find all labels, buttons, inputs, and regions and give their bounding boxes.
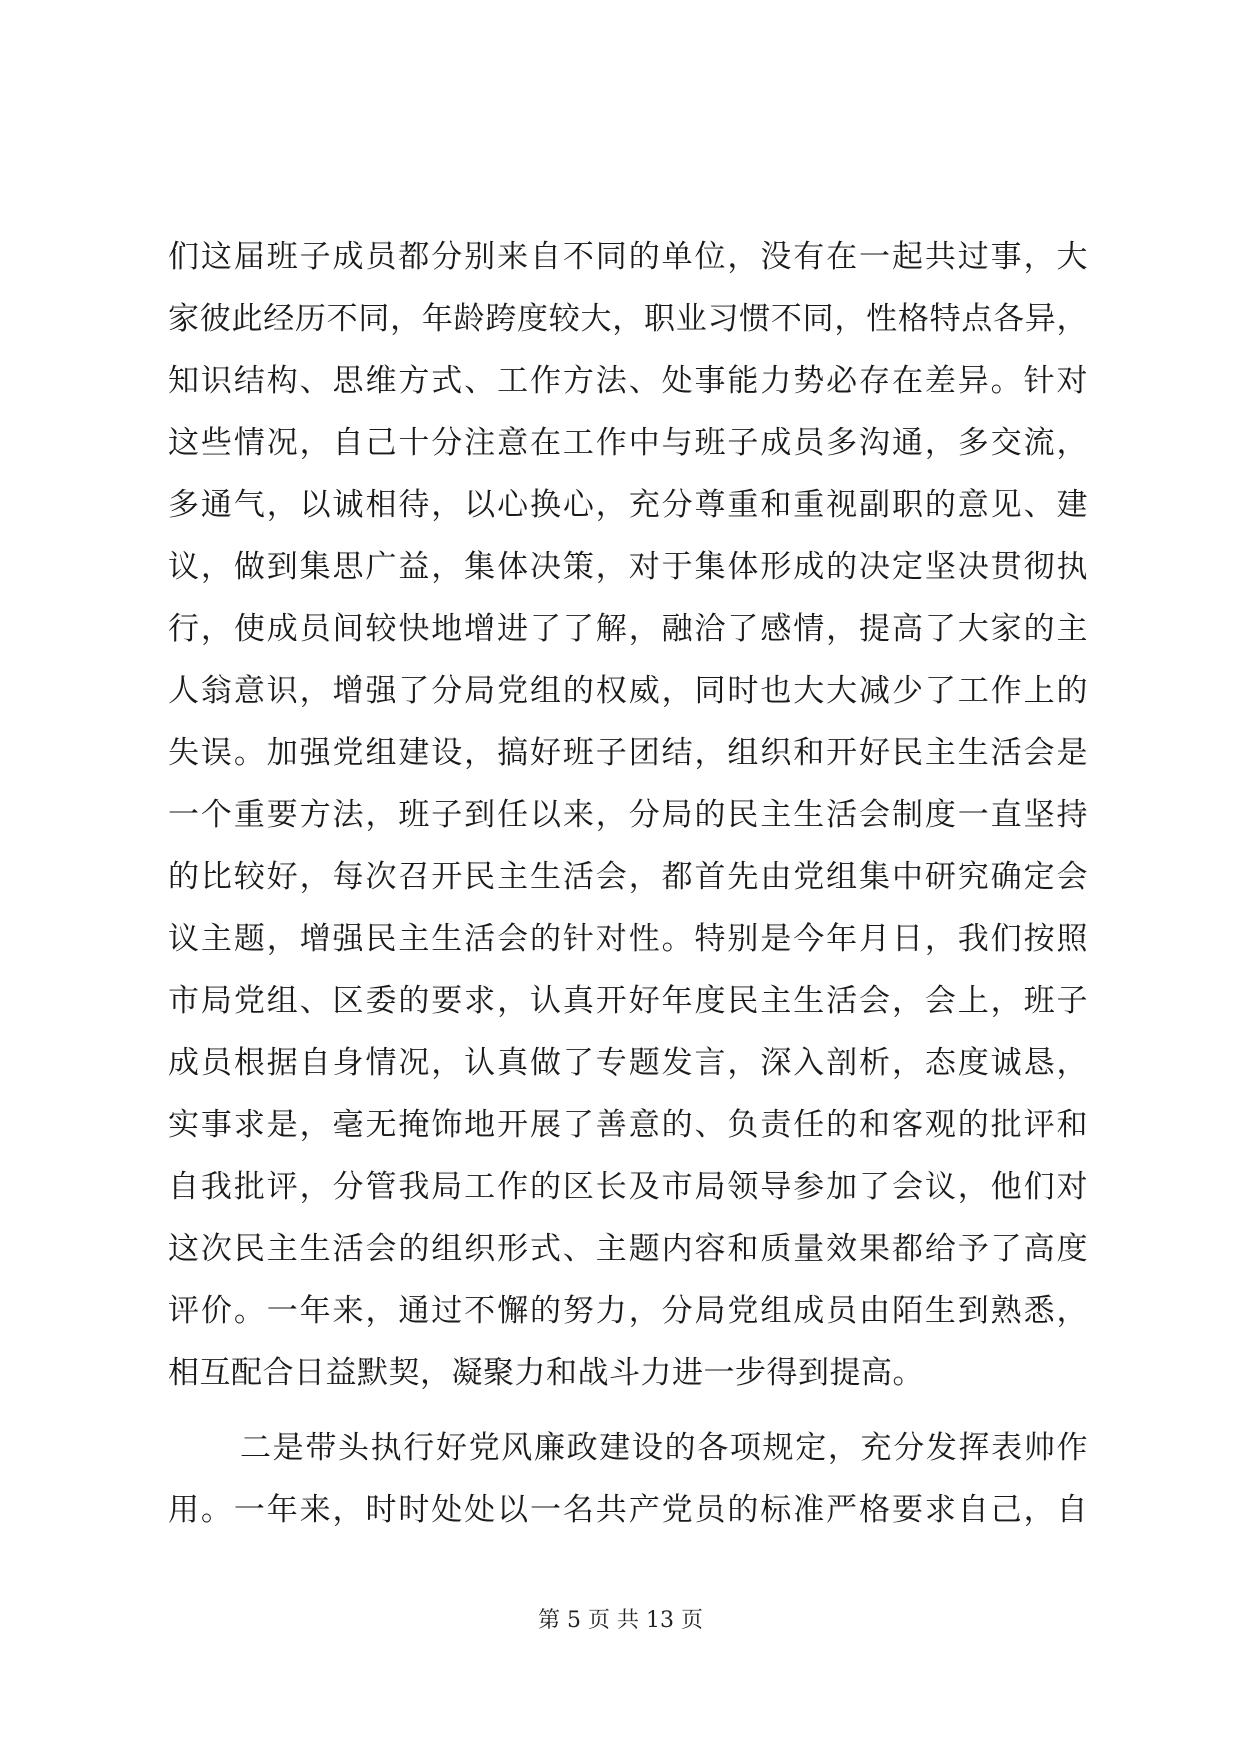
text-line: 成员根据自身情况，认真做了专题发言，深入剖析，态度诚恳， [168, 1045, 1088, 1081]
text-line: 人翁意识，增强了分局党组的权威，同时也大大减少了工作上的 [168, 673, 1088, 709]
text-line: 用。一年来，时时处处以一名共产党员的标准严格要求自己，自 [168, 1492, 1088, 1528]
text-line: 市局党组、区委的要求，认真开好年度民主生活会，会上，班子 [168, 983, 1088, 1019]
text-line: 这些情况，自己十分注意在工作中与班子成员多沟通，多交流， [168, 425, 1088, 461]
paragraph-gap [168, 1404, 1088, 1417]
text-line: 议主题，增强民主生活会的针对性。特别是今年月日，我们按照 [168, 921, 1088, 957]
text-line: 的比较好，每次召开民主生活会，都首先由党组集中研究确定会 [168, 859, 1088, 895]
text-line: 多通气，以诚相待，以心换心，充分尊重和重视副职的意见、建 [168, 487, 1088, 523]
paragraph [168, 226, 1088, 1404]
text-line: 们这届班子成员都分别来自不同的单位，没有在一起共过事，大 [168, 239, 1088, 275]
paragraph [168, 1417, 1088, 1541]
text-line: 家彼此经历不同，年龄跨度较大，职业习惯不同，性格特点各异， [168, 301, 1088, 337]
text-line: 行，使成员间较快地增进了了解，融洽了感情，提高了大家的主 [168, 611, 1088, 647]
text-line: 相互配合日益默契，凝聚力和战斗力进一步得到提高。 [168, 1355, 924, 1391]
text-line: 一个重要方法，班子到任以来，分局的民主生活会制度一直坚持 [168, 797, 1088, 833]
document-body [168, 226, 1088, 1541]
text-line: 这次民主生活会的组织形式、主题内容和质量效果都给予了高度 [168, 1231, 1088, 1267]
text-line: 二是带头执行好党风廉政建设的各项规定，充分发挥表帅作 [240, 1430, 1088, 1466]
text-line: 评价。一年来，通过不懈的努力，分局党组成员由陌生到熟悉， [168, 1293, 1088, 1329]
text-line: 失误。加强党组建设，搞好班子团结，组织和开好民主生活会是 [168, 735, 1088, 771]
text-line: 知识结构、思维方式、工作方法、处事能力势必存在差异。针对 [168, 363, 1088, 399]
text-line: 议，做到集思广益，集体决策，对于集体形成的决定坚决贯彻执 [168, 549, 1088, 585]
text-line: 自我批评，分管我局工作的区长及市局领导参加了会议，他们对 [168, 1169, 1088, 1205]
text-line: 实事求是，毫无掩饰地开展了善意的、负责任的和客观的批评和 [168, 1107, 1088, 1143]
page-number-footer: 第 5 页 共 13 页 [538, 1608, 703, 1633]
